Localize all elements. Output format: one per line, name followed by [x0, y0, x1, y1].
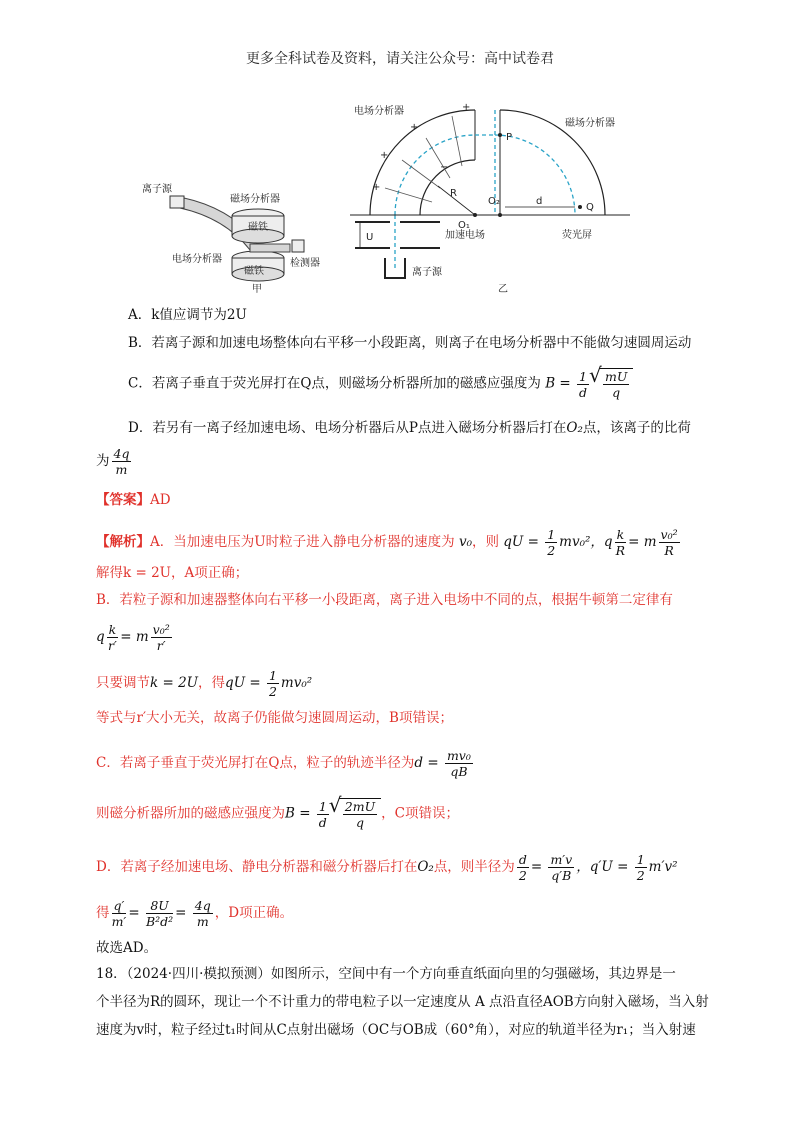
analysis-b-line2: 只要调节k = 2U，得qU = $\frac{1}{2}$ mv₀² — [96, 668, 313, 699]
figure-yi — [350, 100, 640, 300]
caption-jia: 甲 — [252, 284, 262, 295]
analysis-conclusion: 故选AD。 — [96, 940, 158, 956]
q18-line1: 18．（2024·四川·模拟预测）如图所示，空间中有一个方向垂直纸面向里的匀强磁场，其边界是一 — [96, 966, 676, 982]
label-Q: Q — [586, 202, 594, 213]
label-magnetic-analyzer-yi: 磁场分析器 — [565, 118, 615, 129]
label-O2: O₂ — [488, 196, 500, 207]
analysis-c: C．若离子垂直于荧光屏打在Q点，粒子的轨迹半径为d = $\frac{\text{mv₀}}{qB}$ — [96, 748, 471, 779]
analysis-b-line3: 等式与r′大小无关，故离子仍能做匀速圆周运动，B项错误； — [96, 710, 453, 726]
answer-line: 【答案】AD — [96, 492, 171, 508]
detector-box — [292, 240, 304, 252]
label-d: d — [536, 196, 543, 207]
option-d-line2: 为 $\frac{4q}{m}$ — [96, 446, 130, 477]
label-R: R — [450, 188, 457, 199]
svg-text:+: + — [380, 150, 389, 161]
label-O1: O₁ — [458, 220, 470, 231]
option-c: C．若离子垂直于荧光屏打在Q点，则磁场分析器所加的磁感应强度为 B = $\frac{1}{d}$ √ $\frac{mU}{q}$ — [128, 368, 633, 400]
figure-jia — [140, 180, 340, 300]
option-a: A．k值应调节为2U — [128, 307, 247, 323]
caption-yi: 乙 — [498, 284, 508, 295]
svg-text:+: + — [410, 122, 419, 133]
page-header: 更多全科试卷及资料，请关注公众号：高中试卷君 — [246, 51, 554, 67]
svg-text:−: − — [440, 162, 449, 173]
label-magnetic-analyzer: 磁场分析器 — [230, 194, 280, 205]
svg-text:+: + — [372, 182, 381, 193]
label-detector: 检测器 — [290, 258, 320, 269]
svg-text:+: + — [462, 102, 471, 113]
label-P: P — [506, 132, 513, 143]
analysis-d-line2: 得 $\frac{q'}{m'}$ = $\frac{8U}{\text{B²d²}}$ = $\frac{4q}{m}$ ，D项正确。 — [96, 898, 294, 929]
option-d: D．若另有一离子经加速电场、电场分析器后从P点进入磁场分析器后打在O₂点，该离子的比荷 — [128, 420, 691, 436]
analysis-b: B．若粒子源和加速器整体向右平移一小段距离，离子进入电场中不同的点，根据牛顿第二定律有 — [96, 592, 673, 608]
q18-line2: 个半径为R的圆环，现让一个不计重力的带电粒子以一定速度从 A 点沿直径AOB方向射入磁场，当入射 — [96, 994, 709, 1010]
label-U: U — [366, 232, 374, 243]
label-accel-field: 加速电场 — [445, 230, 485, 241]
label-magnet-top: 磁铁 — [248, 222, 268, 233]
option-b: B．若离子源和加速电场整体向右平移一小段距离，则离子在电场分析器中不能做匀速圆周运动 — [128, 335, 692, 351]
label-ion-source-yi: 离子源 — [412, 267, 442, 278]
label-electric-analyzer-yi: 电场分析器 — [354, 106, 404, 117]
analysis-d: D．若离子经加速电场、静电分析器和磁分析器后打在O₂点，则半径为 $\frac{d}{2}$ = $\frac{m'v}{q'B}$ ，q′U = $\frac{1}{2}$ m′v² — [96, 852, 678, 883]
label-electric-analyzer: 电场分析器 — [172, 254, 222, 265]
label-magnet-bottom: 磁铁 — [244, 266, 264, 277]
analysis-b-eq: q $\frac{k}{r'}$ = m $\frac{\text{v₀²}}{r'}$ — [96, 622, 170, 653]
analysis-a: 【解析】A．当加速电压为U时粒子进入静电分析器的速度为 v₀，则 qU = $\frac{1}{2}$ mv₀²，q $\frac{k}{R}$ = m $\frac{\text{v₀²}}{R}$ — [96, 527, 678, 558]
label-screen: 荧光屏 — [562, 230, 592, 241]
ion-source-box — [170, 196, 184, 208]
analysis-a-result: 解得k = 2U，A项正确； — [96, 565, 249, 581]
label-ion-source: 离子源 — [142, 184, 172, 195]
analysis-c-line2: 则磁分析器所加的磁感应强度为B = $\frac{1}{d}$ √ $\frac{2mU}{q}$ ，C项错误； — [96, 798, 459, 830]
q18-line3: 速度为v时，粒子经过t₁时间从C点射出磁场（OC与OB成（60°角），对应的轨道半径为r₁；当入射速 — [96, 1022, 696, 1038]
